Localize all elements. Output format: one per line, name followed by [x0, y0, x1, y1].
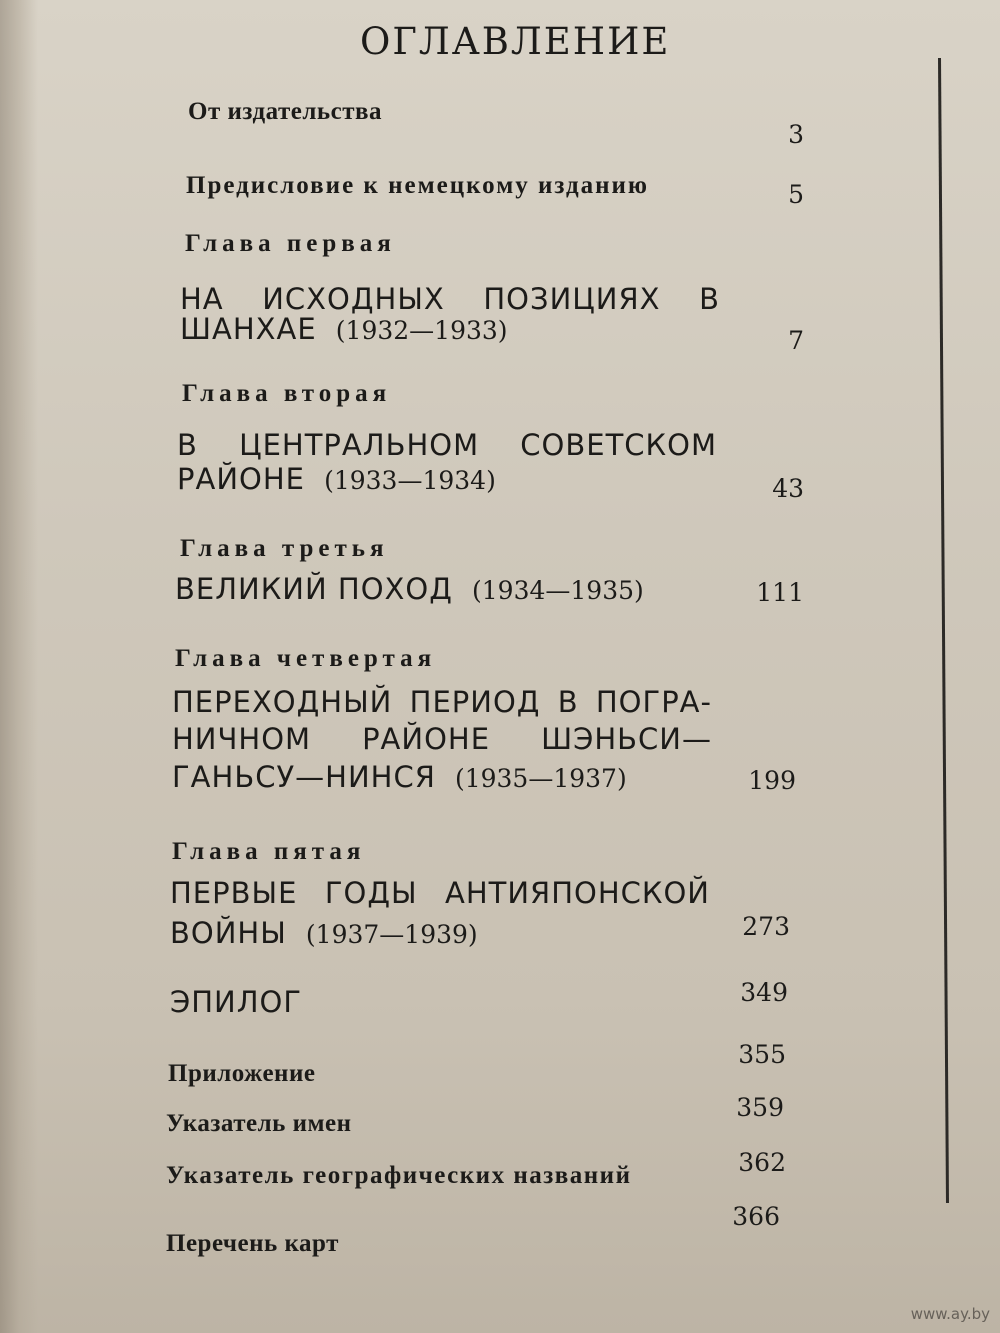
- toc-page-chapter-5: 273: [742, 912, 790, 941]
- toc-entry-epilogue: ЭПИЛОГ: [170, 985, 303, 1019]
- vertical-rule: [938, 58, 949, 1203]
- toc-page-chapter-2: 43: [772, 474, 804, 503]
- chapter-5-title-line2: [170, 916, 478, 950]
- chapter-3-label: Глава третья: [180, 535, 389, 562]
- toc-entry-geo-index: Указатель географических названий: [166, 1162, 632, 1189]
- chapter-2-title-line1: В ЦЕНТРАЛЬНОМ СОВЕТСКОМ: [177, 428, 717, 462]
- toc-page-preface: 5: [788, 180, 804, 209]
- toc-page-appendix: 355: [738, 1040, 786, 1069]
- chapter-4-title-text: ГАНЬСУ—НИНСЯ: [172, 760, 436, 794]
- chapter-2-title-text: РАЙОНЕ: [177, 462, 305, 496]
- toc-page-chapter-3: 111: [756, 578, 804, 607]
- toc-page-chapter-4: 199: [748, 766, 796, 795]
- toc-entry-preface: Предисловие к немецкому изданию: [186, 172, 650, 199]
- page-binding-shadow: [0, 0, 38, 1333]
- chapter-3-title-line1: [175, 572, 644, 606]
- chapter-2-years: (1933—1934): [324, 466, 496, 495]
- chapter-4-title-line2: НИЧНОМ РАЙОНЕ ШЭНЬСИ—: [172, 722, 712, 756]
- toc-page-names-index: 359: [736, 1093, 784, 1122]
- toc-entry-publisher: От издательства: [188, 98, 382, 125]
- toc-page-publisher: 3: [788, 120, 804, 149]
- chapter-5-title-line1: ПЕРВЫЕ ГОДЫ АНТИЯПОНСКОЙ: [170, 876, 710, 910]
- chapter-5-title-text: ВОЙНЫ: [170, 916, 287, 950]
- toc-entry-maps: Перечень карт: [166, 1230, 339, 1257]
- chapter-3-years: (1934—1935): [472, 576, 644, 605]
- chapter-4-title-line3: [172, 760, 627, 794]
- toc-page-epilogue: 349: [740, 978, 788, 1007]
- watermark: www.ay.by: [910, 1305, 990, 1323]
- chapter-2-title-line2: [177, 462, 496, 496]
- chapter-1-title-line1: НА ИСХОДНЫХ ПОЗИЦИЯХ В: [180, 282, 720, 316]
- toc-entry-appendix: Приложение: [168, 1060, 316, 1087]
- chapter-3-title-text: ВЕЛИКИЙ ПОХОД: [175, 572, 453, 606]
- chapter-4-title-line1: ПЕРЕХОДНЫЙ ПЕРИОД В ПОГРА-: [172, 685, 712, 719]
- toc-page-maps: 366: [732, 1202, 780, 1231]
- chapter-1-label: Глава первая: [185, 230, 396, 257]
- toc-entry-names-index: Указатель имен: [166, 1110, 352, 1137]
- chapter-4-years: (1935—1937): [454, 764, 627, 793]
- chapter-4-label: Глава четвертая: [175, 645, 437, 672]
- chapter-5-years: (1937—1939): [305, 920, 478, 949]
- toc-page-chapter-1: 7: [788, 326, 804, 355]
- chapter-1-title-text: ШАНХАЕ: [180, 312, 317, 346]
- toc-page-geo-index: 362: [738, 1148, 786, 1177]
- chapter-1-title-line2: [180, 312, 508, 346]
- page-title: ОГЛАВЛЕНИЕ: [360, 20, 671, 63]
- chapter-2-label: Глава вторая: [182, 380, 392, 407]
- chapter-5-label: Глава пятая: [172, 838, 366, 865]
- chapter-1-years: (1932—1933): [335, 316, 508, 345]
